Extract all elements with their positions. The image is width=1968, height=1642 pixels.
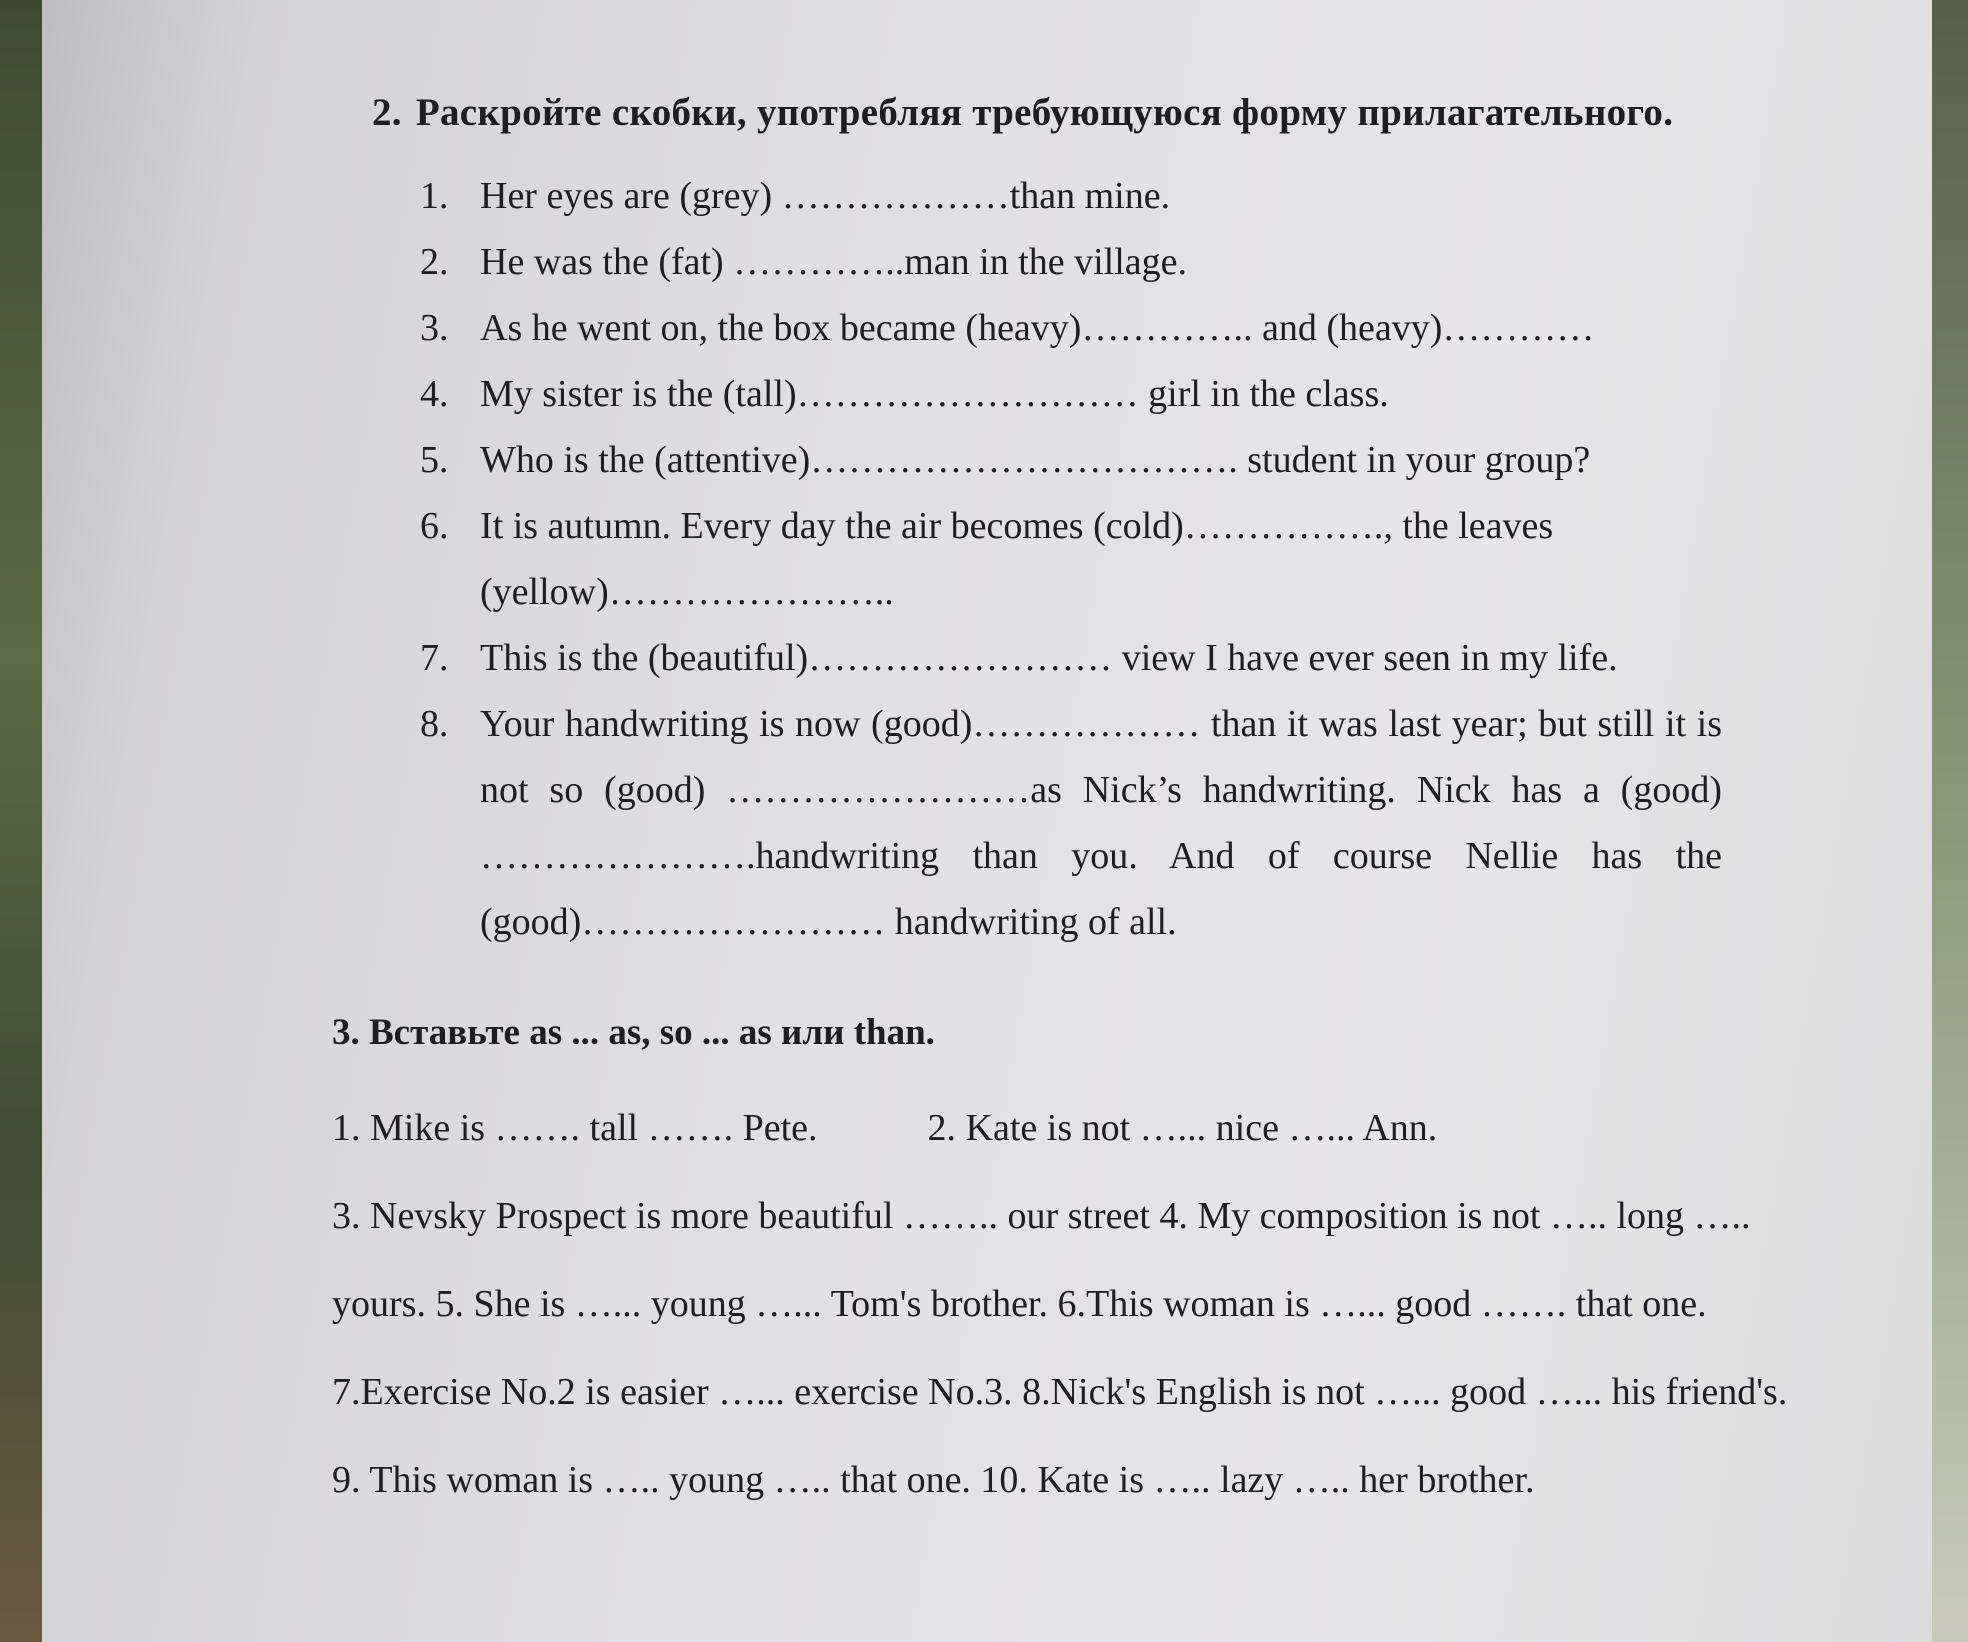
exercise-line: [332, 1348, 1872, 1436]
item-number: 1.: [420, 175, 449, 217]
exercise-line: [332, 1436, 1872, 1524]
item-text: Who is the (attentive)……………………………. student in your group?: [480, 439, 1591, 481]
section-2-title: Раскройте скобки, употребляя требующуюся форму прилагательного.: [415, 91, 1674, 134]
section-3-number: 3.: [332, 1012, 360, 1053]
exercise-text: 9. This woman is ….. young ….. that one. 10. Kate is ….. lazy ….. her brother.: [332, 1459, 1535, 1501]
exercise-text: yours. 5. She is …... young …... Tom's brother. 6.This woman is …... good ……. that one.: [332, 1283, 1707, 1325]
list-item: [372, 493, 1872, 559]
item-text: As he went on, the box became (heavy)………….. and (heavy)…………: [480, 307, 1595, 349]
worksheet-page: [42, 0, 1932, 1642]
list-item: [372, 295, 1872, 361]
list-item: [372, 229, 1872, 295]
section-2-number: 2.: [372, 91, 402, 134]
exercise-text: 2. Kate is not …... nice …... Ann.: [927, 1107, 1438, 1149]
section-3-exercises: [332, 1084, 1872, 1524]
list-item: [372, 361, 1872, 427]
item-number: 4.: [420, 373, 449, 415]
list-item: [372, 691, 1872, 955]
section-3-title: Вставьте as ... as, so ... as или than.: [369, 1012, 935, 1053]
section-2-list: [372, 163, 1872, 955]
item-text: Your handwriting is now (good)……………… than it was last year; but still it is not so (good) ……………………as Nick’s handwriting. Nick has a (good) ………………….handwriting than you. And of course Nellie has the (good)…………………… handwriting of all.: [480, 703, 1722, 943]
item-number: 2.: [420, 241, 449, 283]
item-number: 3.: [420, 307, 449, 349]
section-3-heading: [332, 1011, 1872, 1054]
section-2-heading: [372, 90, 1872, 135]
item-text: This is the (beautiful)…………………… view I have ever seen in my life.: [480, 637, 1618, 679]
list-item: [372, 625, 1872, 691]
item-text: He was the (fat) …………..man in the village.: [480, 241, 1188, 283]
item-text: My sister is the (tall)……………………… girl in the class.: [480, 373, 1389, 415]
exercise-text: 1. Mike is ……. tall ……. Pete.: [332, 1107, 818, 1149]
item-text: It is autumn. Every day the air becomes (cold)……………., the leaves: [480, 505, 1554, 547]
item-continuation: (yellow)…………………..: [480, 571, 894, 613]
list-item: [372, 427, 1872, 493]
item-number: 6.: [420, 505, 449, 547]
item-number: 5.: [420, 439, 449, 481]
item-number: 7.: [420, 637, 449, 679]
exercise-text: 7.Exercise No.2 is easier …... exercise No.3. 8.Nick's English is not …... good …... his friend's.: [332, 1371, 1788, 1413]
exercise-text: 3. Nevsky Prospect is more beautiful …….. our street 4. My composition is not ….. long …..: [332, 1195, 1751, 1237]
item-text: Her eyes are (grey) ………………than mine.: [480, 175, 1171, 217]
exercise-line: [332, 1084, 1872, 1172]
exercise-line: [332, 1172, 1872, 1260]
exercise-line: [332, 1260, 1872, 1348]
list-item: [372, 163, 1872, 229]
page-content: [332, 90, 1872, 1524]
item-number: 8.: [420, 703, 449, 745]
